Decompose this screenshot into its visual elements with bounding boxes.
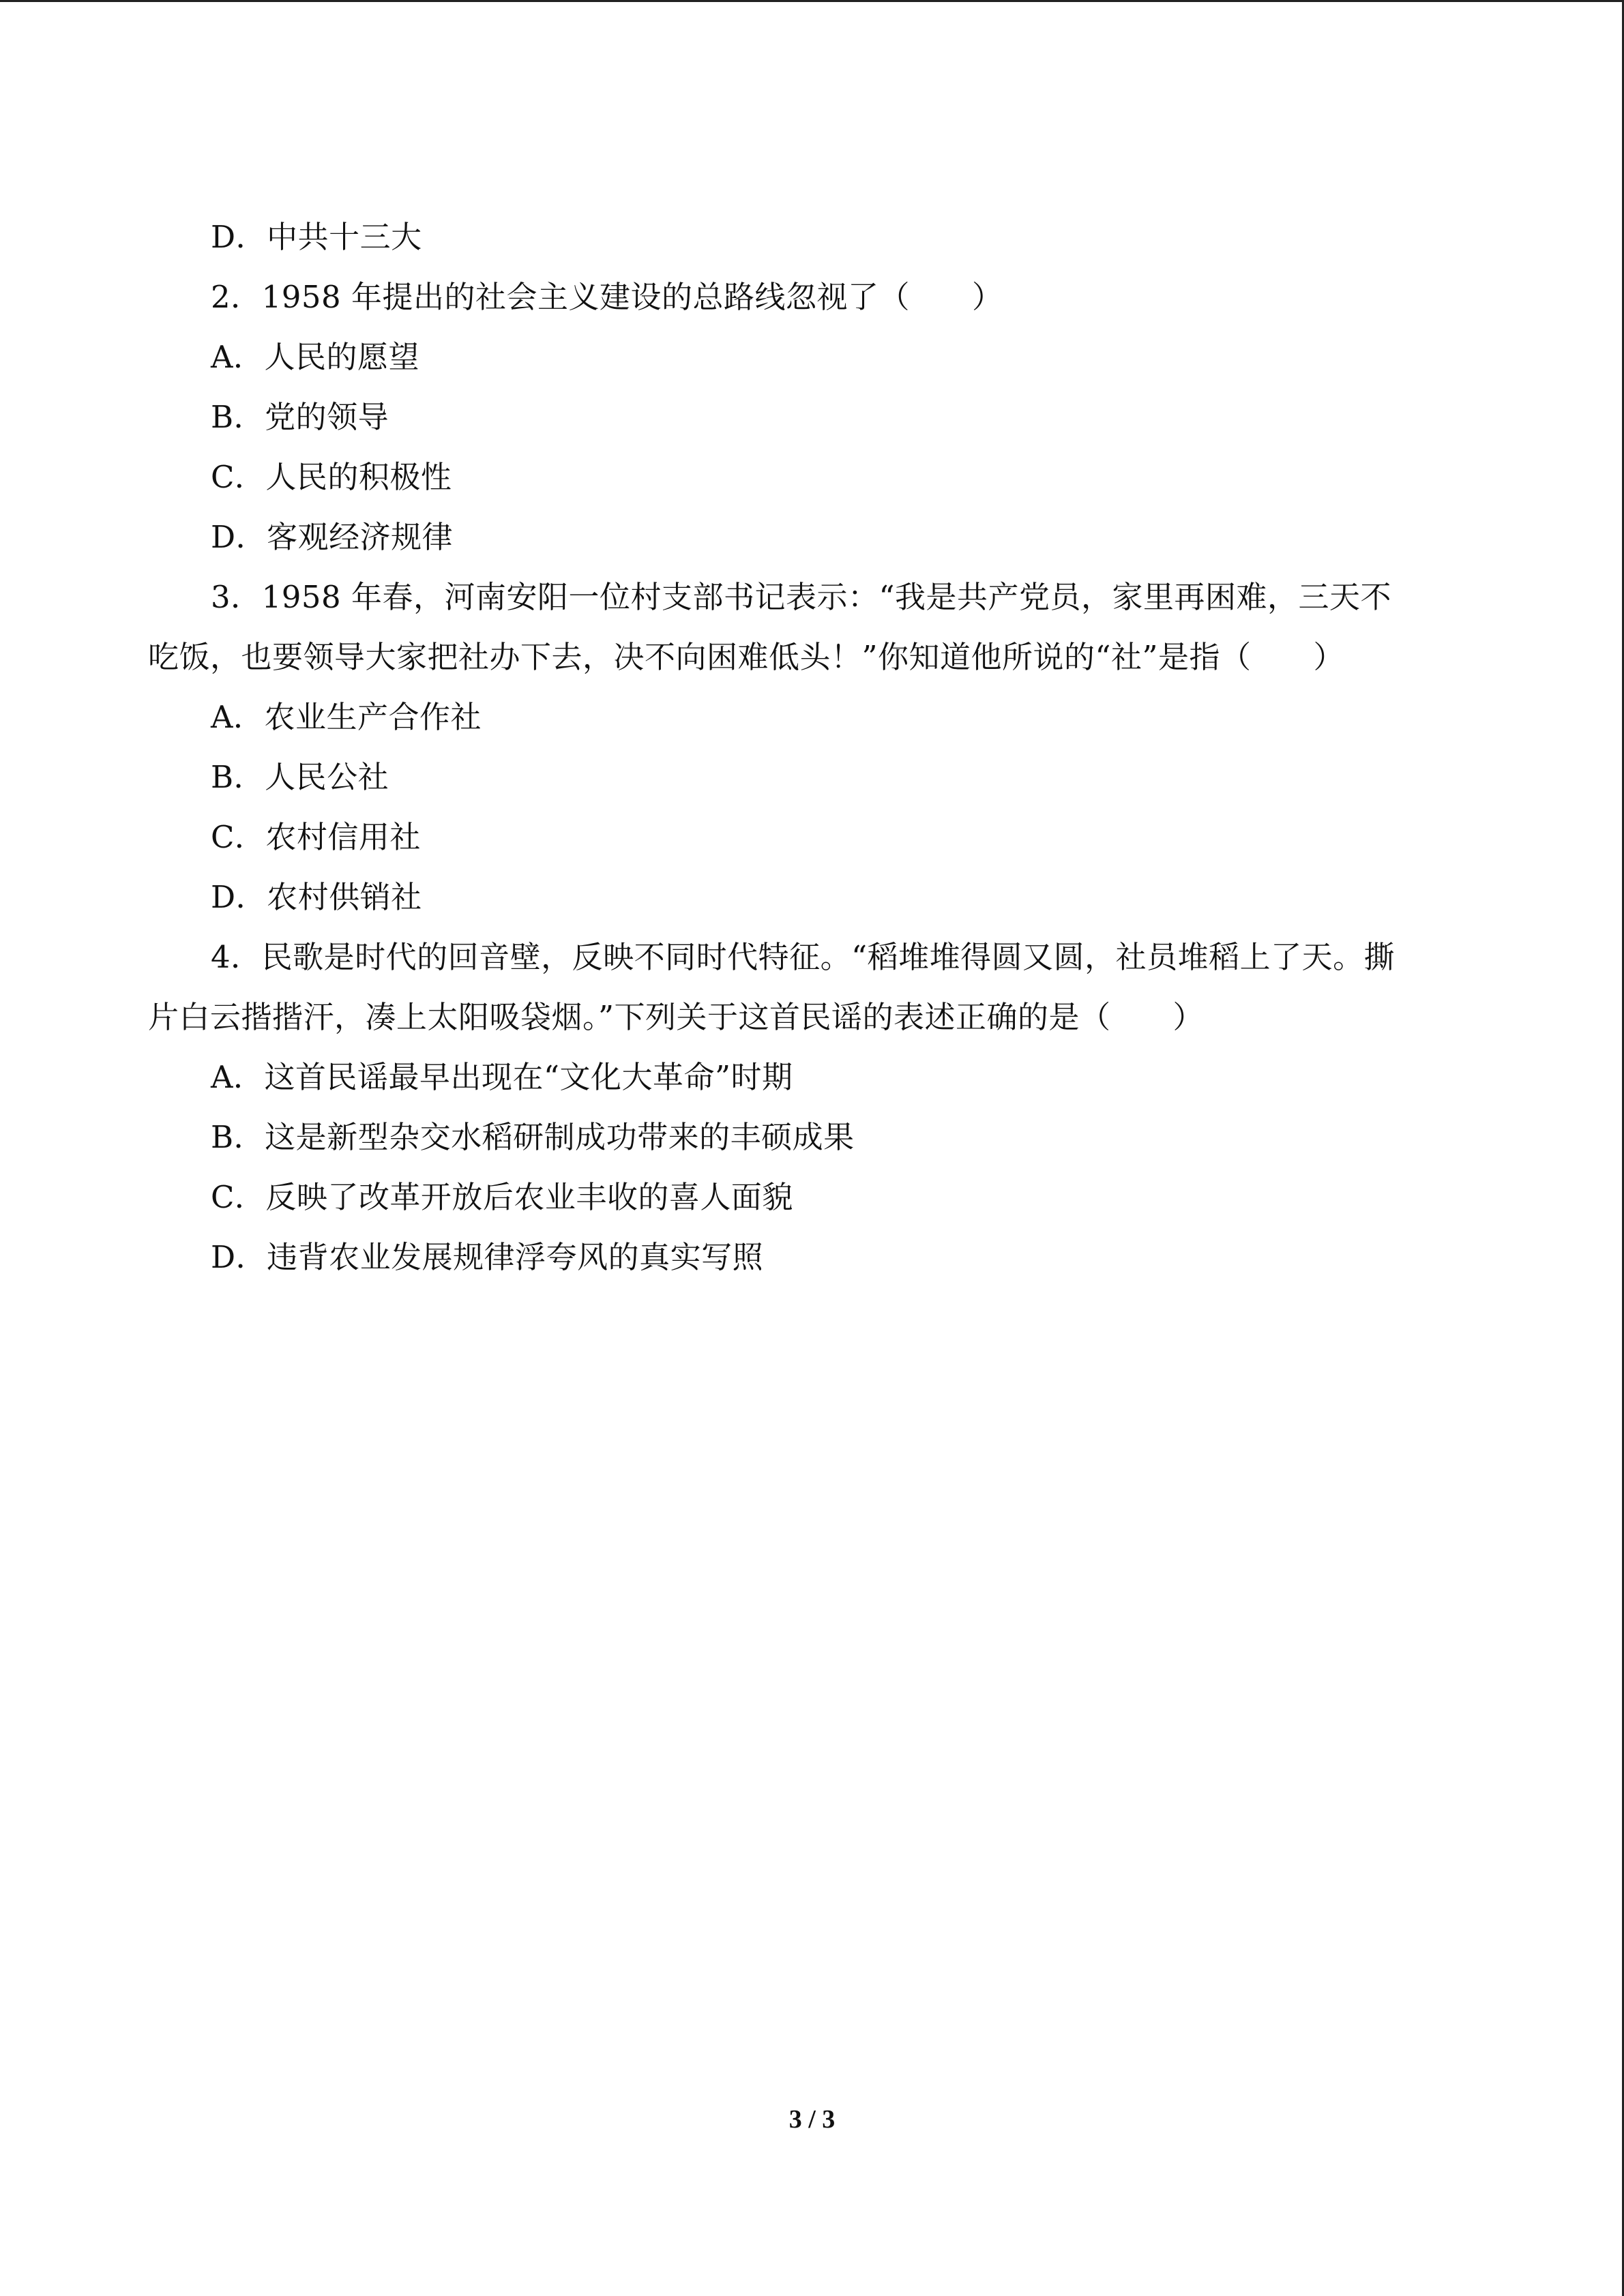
option-a-q3: A．农业生产合作社 bbox=[211, 699, 482, 735]
option-d-q1: D．中共十三大 bbox=[211, 219, 422, 255]
option-c-q2: C．人民的积极性 bbox=[211, 459, 452, 495]
option-b-q4: B．这是新型杂交水稻研制成功带来的丰硕成果 bbox=[211, 1119, 855, 1155]
question-4-stem-line-1: 4．民歌是时代的回音壁，反映不同时代特征。“稻堆堆得圆又圆，社员堆稻上了天。撕 bbox=[211, 939, 1396, 975]
question-4-stem-line-2: 片白云揩揩汗，凑上太阳吸袋烟。”下列关于这首民谣的表述正确的是（ ） bbox=[148, 999, 1205, 1035]
option-d-q4: D．违背农业发展规律浮夸风的真实写照 bbox=[211, 1239, 764, 1275]
option-c-q3: C．农村信用社 bbox=[211, 819, 421, 855]
option-b-q3: B．人民公社 bbox=[211, 759, 389, 795]
option-a-q2: A．人民的愿望 bbox=[211, 339, 419, 375]
option-d-q3: D．农村供销社 bbox=[211, 879, 422, 915]
option-c-q4: C．反映了改革开放后农业丰收的喜人面貌 bbox=[211, 1179, 793, 1215]
question-3-stem-line-2: 吃饭，也要领导大家把社办下去，决不向困难低头！”你知道他所说的“社”是指（ ） bbox=[148, 639, 1345, 675]
question-3-stem-line-1: 3．1958 年春，河南安阳一位村支部书记表示：“我是共产党员，家里再困难，三天不 bbox=[211, 579, 1391, 615]
option-d-q2: D．客观经济规律 bbox=[211, 519, 454, 555]
page-number: 3 / 3 bbox=[788, 2105, 836, 2134]
page-top-border bbox=[0, 0, 1624, 2]
option-a-q4: A．这首民谣最早出现在“文化大革命”时期 bbox=[211, 1059, 793, 1095]
question-content bbox=[148, 207, 1485, 1287]
option-b-q2: B．党的领导 bbox=[211, 399, 389, 435]
question-2-stem: 2．1958 年提出的社会主义建设的总路线忽视了（ ） bbox=[211, 279, 1003, 315]
